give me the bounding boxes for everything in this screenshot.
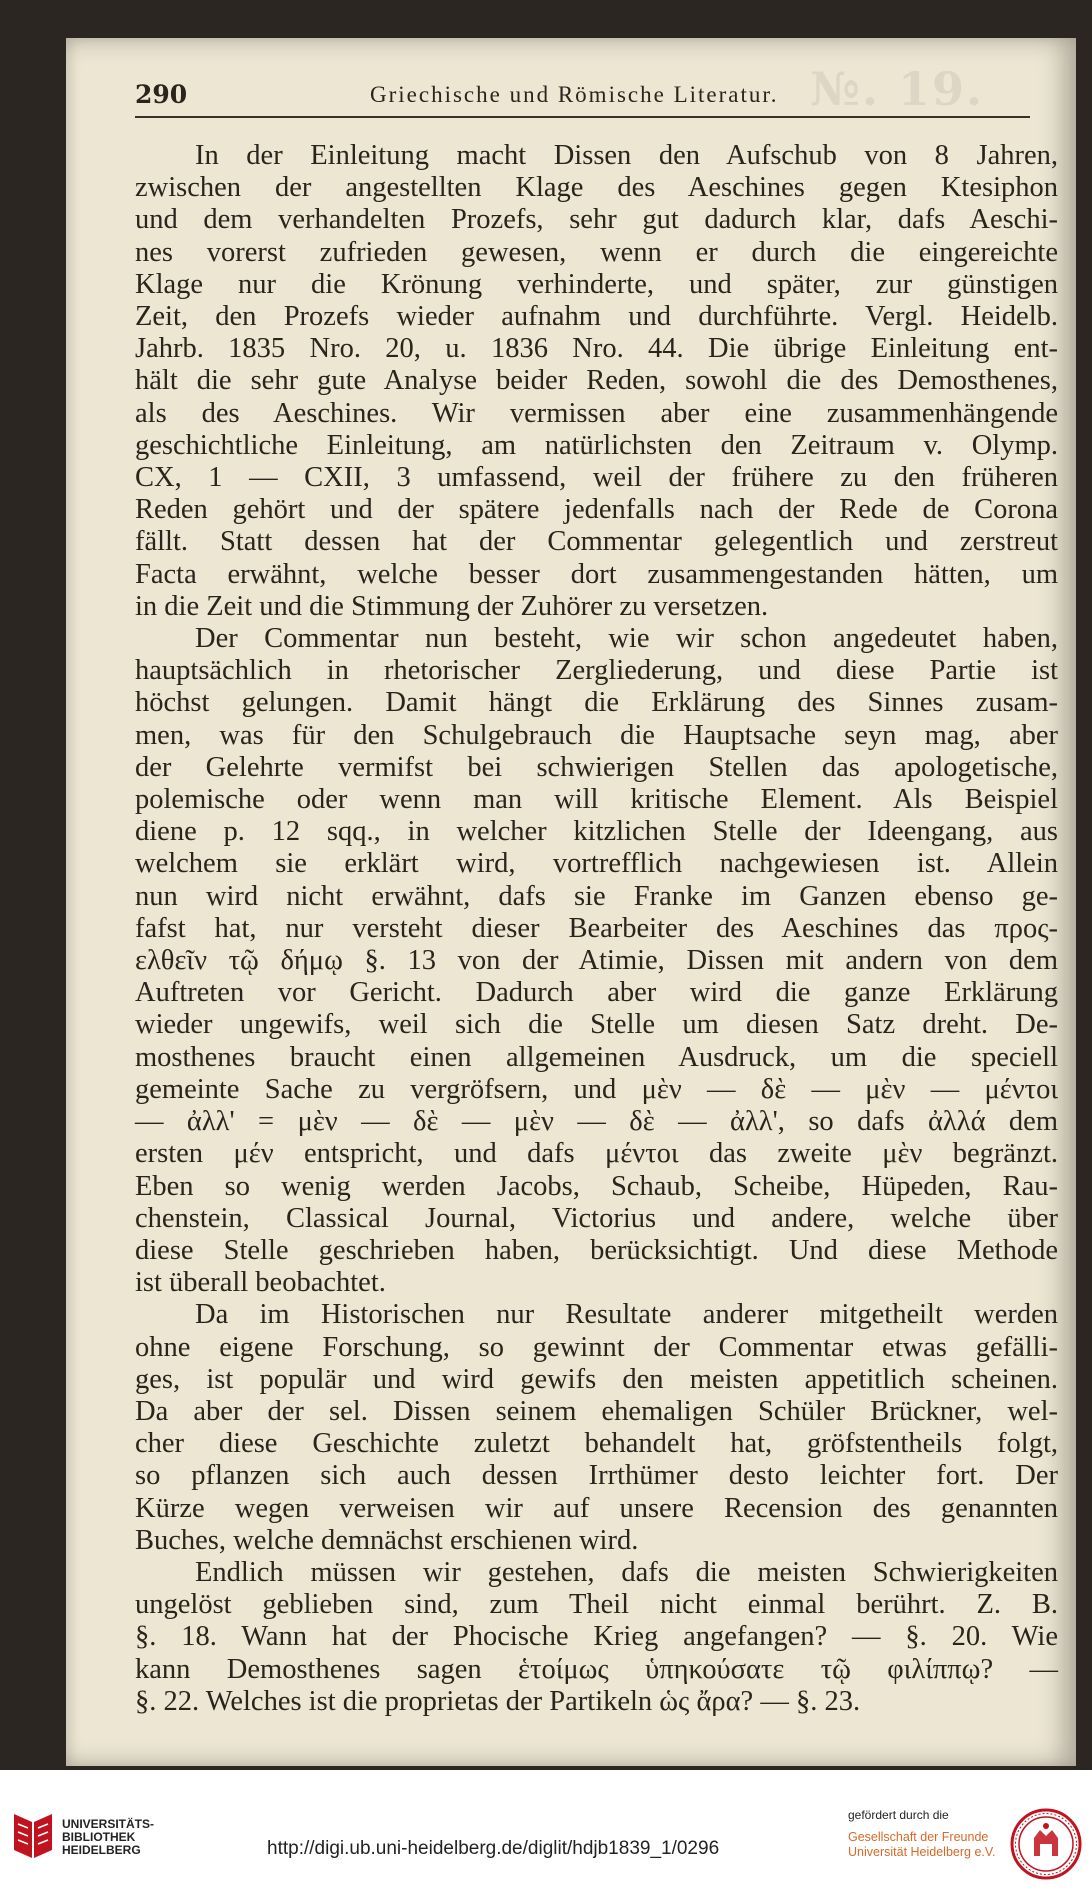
text-line: ohne eigene Forschung, so gewinnt der Commentar etwas gefälli- (135, 1331, 1058, 1363)
text-line: Jahrb. 1835 Nro. 20, u. 1836 Nro. 44. Die übrige Einleitung ent- (135, 333, 1058, 365)
text-line: höchst gelungen. Damit hängt die Erklärung des Sinnes zusam- (135, 687, 1058, 719)
body-text (135, 140, 1058, 1718)
page-number: 290 (135, 80, 188, 109)
library-logo-icon (10, 1810, 56, 1862)
text-line: Auftreten vor Gericht. Dadurch aber wird die ganze Erklärung (135, 977, 1058, 1009)
text-line: Eben so wenig werden Jacobs, Schaub, Scheibe, Hüpeden, Rau- (135, 1170, 1058, 1202)
text-line: — ἀλλ' = μὲν — δὲ — μὲν — δὲ — ἀλλ', so dafs ἀλλά dem (135, 1106, 1058, 1138)
text-line: ist überall beobachtet. (135, 1267, 386, 1299)
header-rule (135, 116, 1030, 118)
text-line: Endlich müssen wir gestehen, dafs die meisten Schwierigkeiten (195, 1556, 1058, 1588)
text-line: in die Zeit und die Stimmung der Zuhörer zu versetzen. (135, 590, 769, 622)
running-head: Griechische und Römische Literatur. (370, 82, 779, 107)
text-line: ges, ist populär und wird gewifs den meisten appetitlich scheinen. (135, 1363, 1058, 1395)
text-line: hauptsächlich in rhetorischer Zergliederung, und diese Partie ist (135, 655, 1058, 687)
text-line: wieder ungewifs, weil sich die Stelle um diesen Satz dreht. De- (135, 1009, 1058, 1041)
text-line: kann Demosthenes sagen ἑτοίμως ὑπηκούσατε τῷ φιλίππῳ? — (135, 1653, 1058, 1685)
text-line: Zeit, den Prozefs wieder aufnahm und durchführte. Vergl. Heidelb. (135, 301, 1058, 333)
university-seal-icon (1010, 1808, 1082, 1880)
text-line: hält die sehr gute Analyse beider Reden, sowohl die des Demosthenes, (135, 365, 1058, 397)
text-line: CX, 1 — CXII, 3 umfassend, weil der frühere zu den früheren (135, 462, 1058, 494)
text-line: ελθεῖν τῷ δήμῳ §. 13 von der Atimie, Dissen mit andern von dem (135, 945, 1058, 977)
text-line: Facta erwähnt, welche besser dort zusammengestanden hätten, um (135, 558, 1058, 590)
text-line: Der Commentar nun besteht, wie wir schon angedeutet haben, (195, 623, 1058, 655)
text-line: und dem verhandelten Prozefs, sehr gut dadurch klar, dafs Aeschi- (135, 204, 1058, 236)
text-line: gemeinte Sache zu vergröfsern, und μὲν — δὲ — μὲν — μέντοι (135, 1073, 1058, 1105)
text-line: In der Einleitung macht Dissen den Aufschub von 8 Jahren, (195, 140, 1058, 171)
paragraph (135, 140, 1058, 623)
text-line: polemische oder wenn man will kritische Element. Als Beispiel (135, 784, 1058, 816)
text-line: diese Stelle geschrieben haben, berücksichtigt. Und diese Methode (135, 1234, 1058, 1266)
text-line: ungelöst geblieben sind, zum Theil nicht einmal berührt. Z. B. (135, 1589, 1058, 1621)
funder-name (848, 1830, 1008, 1860)
text-line: mosthenes braucht einen allgemeinen Ausdruck, um die speciell (135, 1041, 1058, 1073)
text-line: so pflanzen sich auch dessen Irrthümer desto leichter fort. Der (135, 1460, 1058, 1492)
text-line: diene p. 12 sqq., in welcher kitzlichen Stelle der Ideengang, aus (135, 816, 1058, 848)
text-line: §. 22. Welches ist die proprietas der Partikeln ὡς ἄρα? — §. 23. (135, 1685, 861, 1717)
text-line: der Gelehrte vermifst bei schwierigen Stellen das apologetische, (135, 751, 1058, 783)
text-line: Da aber der sel. Dissen seinem ehemaligen Schüler Brückner, wel- (135, 1395, 1058, 1427)
library-name (62, 1818, 154, 1857)
text-line: Buches, welche demnächst erschienen wird. (135, 1524, 639, 1556)
text-line: geschichtliche Einleitung, am natürlichsten den Zeitraum v. Olymp. (135, 429, 1058, 461)
text-line: zwischen der angestellten Klage des Aeschines gegen Ktesiphon (135, 172, 1058, 204)
funding-label: gefördert durch die (848, 1808, 949, 1822)
text-line: Reden gehört und der spätere jedenfalls nach der Rede de Corona (135, 494, 1058, 526)
text-line: Klage nur die Krönung verhinderte, und später, zur günstigen (135, 268, 1058, 300)
text-line: Da im Historischen nur Resultate anderer mitgetheilt werden (195, 1299, 1058, 1331)
text-line: fällt. Statt dessen hat der Commentar gelegentlich und zerstreut (135, 526, 1058, 558)
text-line: ersten μέν entspricht, und dafs μέντοι das zweite μὲν begränzt. (135, 1138, 1058, 1170)
text-line: welchem sie erklärt wird, vortrefflich nachgewiesen ist. Allein (135, 848, 1058, 880)
text-line: fafst hat, nur versteht dieser Bearbeiter des Aeschines das προς- (135, 912, 1058, 944)
text-line: §. 18. Wann hat der Phocische Krieg angefangen? — §. 20. Wie (135, 1621, 1058, 1653)
text-line: nes vorerst zufrieden gewesen, wenn er durch die eingereichte (135, 236, 1058, 268)
library-name-line: UNIVERSITÄTS- (62, 1817, 155, 1831)
library-name-line: HEIDELBERG (62, 1843, 141, 1857)
text-line: chenstein, Classical Journal, Victorius und andere, welche über (135, 1202, 1058, 1234)
bleed-through-text: №. 19. (810, 62, 985, 116)
paragraph (135, 623, 1058, 1299)
paragraph (135, 1299, 1058, 1557)
permalink-url[interactable]: http://digi.ub.uni-heidelberg.de/diglit/hdjb1839_1/0296 (267, 1838, 720, 1859)
text-line: cher diese Geschichte zuletzt behandelt hat, gröfstentheils folgt, (135, 1428, 1058, 1460)
paragraph (135, 1557, 1058, 1718)
text-line: nun wird nicht erwähnt, dafs sie Franke im Ganzen ebenso ge- (135, 880, 1058, 912)
text-line: men, was für den Schulgebrauch die Hauptsache seyn mag, aber (135, 719, 1058, 751)
text-line: Kürze wegen verweisen wir auf unsere Recension des genannten (135, 1492, 1058, 1524)
library-name-line: BIBLIOTHEK (62, 1830, 136, 1844)
text-line: als des Aeschines. Wir vermissen aber eine zusammenhängende (135, 397, 1058, 429)
funder-name-line: Universität Heidelberg e.V. (848, 1845, 996, 1859)
funder-name-line: Gesellschaft der Freunde (848, 1830, 989, 1844)
